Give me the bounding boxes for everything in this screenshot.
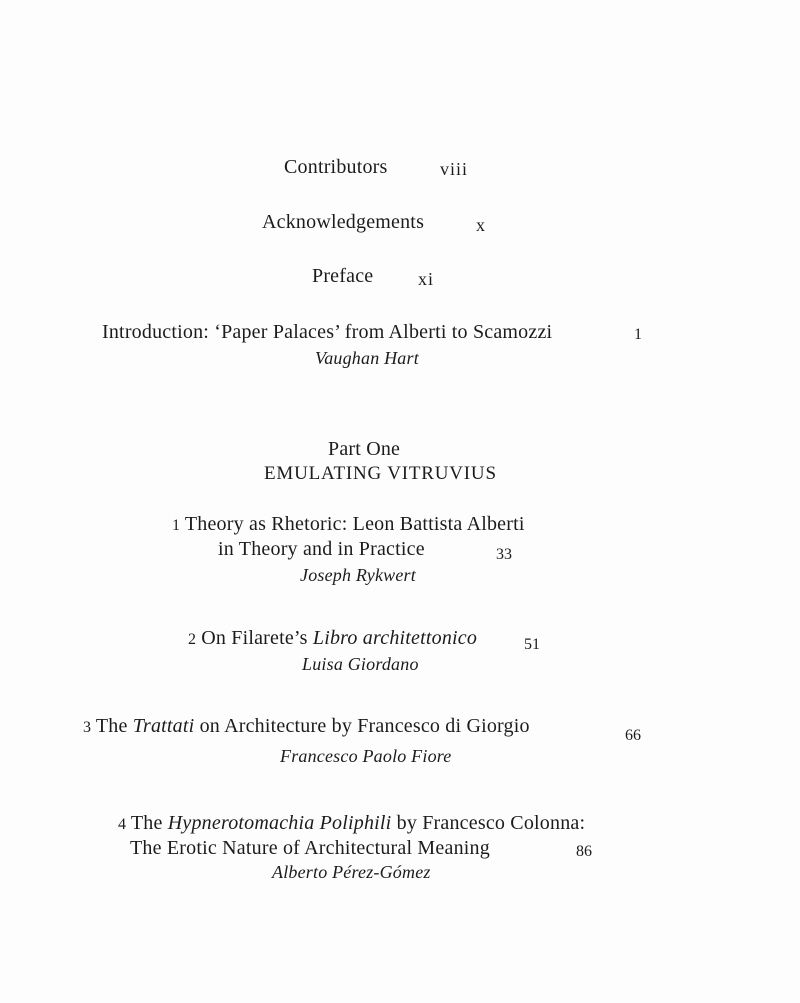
toc-author: Joseph Rykwert xyxy=(300,565,416,585)
toc-entry-title-prefix: On Filarete’s xyxy=(201,627,313,649)
toc-author: Francesco Paolo Fiore xyxy=(280,746,452,766)
toc-entry-preface xyxy=(312,264,373,288)
toc-entry-title-suffix: by Francesco Colonna: xyxy=(391,812,586,834)
toc-page-number: 33 xyxy=(496,546,512,563)
toc-entry-chapter-1 xyxy=(172,512,525,538)
toc-entry-introduction xyxy=(102,320,552,344)
toc-author: Vaughan Hart xyxy=(315,348,419,368)
toc-page-number: xi xyxy=(418,269,435,289)
toc-author: Alberto Pérez-Gómez xyxy=(272,862,431,882)
toc-entry-contributors xyxy=(284,155,388,179)
toc-page-number: 86 xyxy=(576,843,592,860)
toc-entry-title: Introduction: ‘Paper Palaces’ from Alberti to Scamozzi xyxy=(102,321,553,343)
chapter-number: 3 xyxy=(83,719,91,736)
part-title: EMULATING VITRUVIUS xyxy=(264,463,497,484)
toc-entry-acknowledgements xyxy=(262,210,424,234)
toc-page-number: 51 xyxy=(524,636,540,653)
toc-entry-title-italic: Hypnerotomachia Poliphili xyxy=(167,812,392,834)
toc-entry-title: Preface xyxy=(312,265,374,287)
toc-author: Luisa Giordano xyxy=(302,654,419,674)
toc-entry-title-italic: Trattati xyxy=(132,715,195,737)
toc-entry-chapter-3 xyxy=(83,714,530,740)
toc-entry-title: Theory as Rhetoric: Leon Battista Alberti xyxy=(184,513,525,535)
toc-entry-title-prefix: The xyxy=(95,715,133,737)
chapter-number: 1 xyxy=(172,517,180,534)
toc-entry-title-italic: Libro architettonico xyxy=(312,627,478,649)
toc-entry-title-prefix: The xyxy=(130,812,168,834)
toc-entry-chapter-4 xyxy=(118,811,585,837)
chapter-number: 4 xyxy=(118,816,126,833)
toc-entry-title-suffix: on Architecture by Francesco di Giorgio xyxy=(194,715,530,737)
toc-page-number: x xyxy=(476,215,486,235)
toc-entry-title: Contributors xyxy=(284,156,388,178)
toc-page-number: 66 xyxy=(625,727,641,744)
toc-entry-title: Acknowledgements xyxy=(262,211,425,233)
toc-entry-title-continued: The Erotic Nature of Architectural Meaning xyxy=(130,837,490,859)
part-label: Part One xyxy=(328,438,401,460)
toc-entry-title-continued: in Theory and in Practice xyxy=(218,538,425,560)
toc-page-number: viii xyxy=(440,159,469,179)
toc-entry-chapter-2 xyxy=(188,626,477,652)
chapter-number: 2 xyxy=(188,631,196,648)
toc-page-number: 1 xyxy=(634,326,642,343)
